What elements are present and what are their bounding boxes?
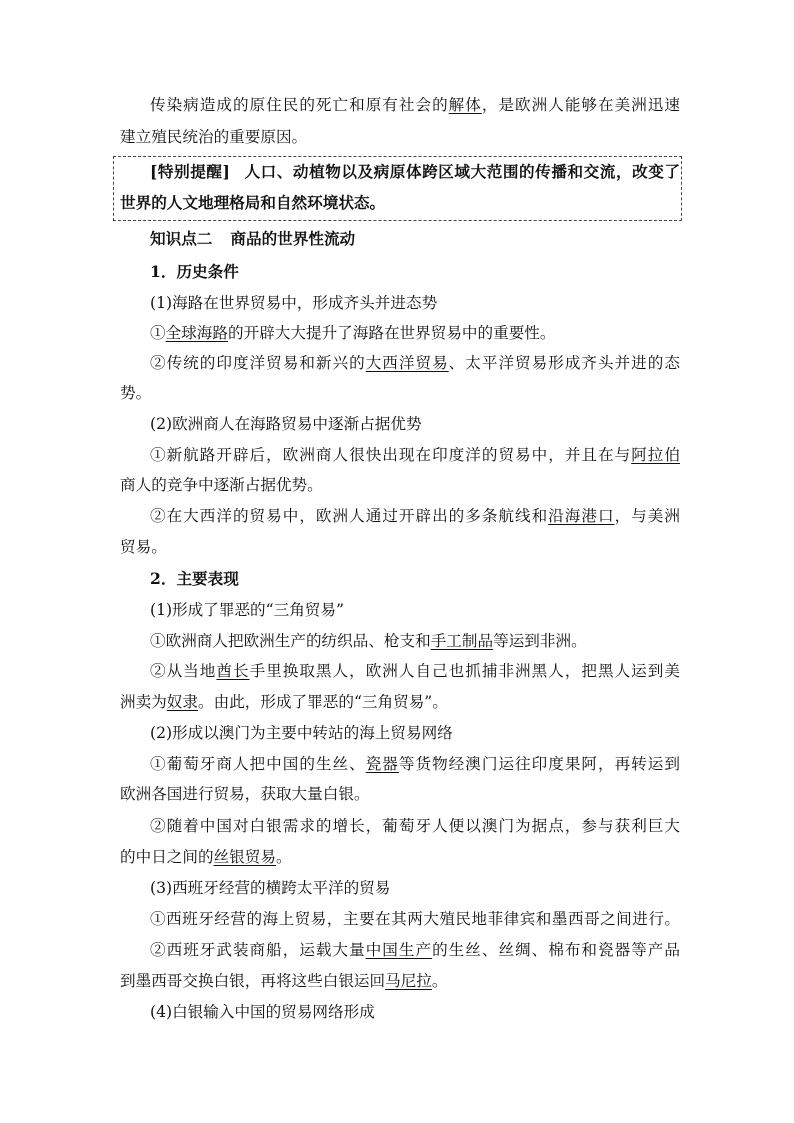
- text: (2)欧洲商人在海路贸易中逐渐占据优势: [150, 415, 422, 433]
- underlined-term: 马尼拉: [385, 972, 432, 990]
- part2-s3-item1: [150, 908, 680, 932]
- text: 等运到非洲。: [493, 632, 587, 650]
- underlined-term: 瓷器: [365, 755, 399, 773]
- underlined-term: 沿海港口: [548, 507, 615, 525]
- text: (1)海路在世界贸易中，形成齐头并进态势: [150, 294, 438, 312]
- text: ①新航路开辟后，欧洲商人很快出现在印度洋的贸易中，并且在与: [150, 446, 632, 464]
- section-number: 知识点二: [150, 229, 213, 248]
- part2-s2-item1: [150, 753, 680, 777]
- note-label: [特别提醒]: [150, 162, 230, 181]
- note-line-1: [150, 161, 680, 185]
- part1-s2-item2-cont: [120, 536, 680, 560]
- text: 、太平洋贸易形成齐头并进的态: [448, 354, 680, 372]
- part2-s2: [150, 722, 680, 746]
- part2-s1-item2-cont: [120, 691, 680, 715]
- section-title: 商品的世界性流动: [230, 229, 356, 248]
- text: ②随着中国对白银需求的增长，葡萄牙人便以澳门为据点，参与获利巨大: [150, 817, 680, 835]
- text: 人口、动植物以及病原体跨区域大范围的传播和交流，改变了: [243, 162, 680, 181]
- part2-title: [150, 568, 680, 592]
- underlined-term: 解体: [448, 96, 482, 114]
- part1-s1-item2-cont: [120, 382, 680, 406]
- text: 洲卖为: [120, 693, 167, 711]
- part2-s1-item2: [150, 660, 680, 684]
- part1-s1-item2: [150, 352, 680, 376]
- text: 到墨西哥交换白银，再将这些白银运回: [120, 972, 386, 990]
- part1-s1: [150, 292, 680, 316]
- text: 。由此，形成了罪恶的“三角贸易”。: [198, 693, 448, 711]
- text: 。: [275, 848, 292, 866]
- text: 贸易。: [120, 538, 167, 556]
- text: 等货物经澳门运往印度果阿，再转运到: [398, 755, 680, 773]
- text: ①: [150, 324, 166, 342]
- underlined-term: 阿拉伯: [631, 446, 680, 464]
- underlined-term: 中国生产: [365, 941, 433, 959]
- text: 传染病造成的原住民的死亡和原有社会的: [150, 96, 449, 114]
- text: ，是欧洲人能够在美洲迅速: [481, 96, 680, 114]
- part2-s2-item2: [150, 815, 680, 839]
- text: ①欧洲商人把欧洲生产的纺织品、枪支和: [150, 632, 431, 650]
- part2-s3: [150, 877, 680, 901]
- part2-s4: [150, 1001, 680, 1025]
- underlined-term: 全球海路: [165, 324, 228, 342]
- part2-s1-item1: [150, 630, 680, 654]
- intro-line-2: [120, 126, 680, 150]
- underlined-term: 大西洋贸易: [365, 354, 449, 372]
- part2-s3-item2: [150, 939, 680, 963]
- text: 世界的人文地理格局和自然环境状态。: [120, 193, 386, 212]
- section-heading: [150, 228, 680, 252]
- text: ②从当地: [150, 662, 217, 680]
- underlined-term: 酋长: [216, 662, 250, 680]
- underlined-term: 奴隶: [166, 693, 198, 711]
- part2-s2-item2-cont: [120, 846, 680, 870]
- part1-title: [150, 261, 680, 285]
- underlined-term: 丝银贸易: [213, 848, 276, 866]
- underlined-term: 手工制品: [430, 632, 494, 650]
- text: 建立殖民统治的重要原因。: [120, 128, 308, 146]
- intro-line-1: [150, 94, 680, 118]
- part1-s2-item2: [150, 505, 680, 529]
- text: ①西班牙经营的海上贸易，主要在其两大殖民地菲律宾和墨西哥之间进行。: [150, 910, 680, 928]
- part2-s3-item2-cont: [120, 970, 680, 994]
- text: (1)形成了罪恶的“三角贸易”: [150, 601, 344, 619]
- text: 手里换取黑人，欧洲人自己也抓捕非洲黑人，把黑人运到美: [249, 662, 680, 680]
- text: ，与美洲: [614, 507, 680, 525]
- part2-s1: [150, 599, 680, 623]
- text: ②在大西洋的贸易中，欧洲人通过开辟出的多条航线和: [150, 507, 549, 525]
- text: (3)西班牙经营的横跨太平洋的贸易: [150, 879, 391, 897]
- part1-s2-item1: [150, 444, 680, 468]
- text: ②传统的印度洋贸易和新兴的: [150, 354, 366, 372]
- text: 欧洲各国进行贸易，获取大量白银。: [120, 785, 370, 803]
- text: 的中日之间的: [120, 848, 214, 866]
- text: 的开辟大大提升了海路在世界贸易中的重要性。: [228, 324, 556, 342]
- part2-s2-item1-cont: [120, 783, 680, 807]
- text: ②西班牙武装商船，运载大量: [150, 941, 366, 959]
- part1-s1-item1: [150, 322, 680, 346]
- text: 1．历史条件: [150, 262, 239, 281]
- text: (4)白银输入中国的贸易网络形成: [150, 1003, 375, 1021]
- text: 商人的竞争中逐渐占据优势。: [120, 476, 323, 494]
- part1-s2: [150, 413, 680, 437]
- text: 的生丝、丝绸、棉布和瓷器等产品: [432, 941, 680, 959]
- text: 。: [431, 972, 448, 990]
- text: 2．主要表现: [150, 569, 239, 588]
- note-line-2: [120, 192, 680, 216]
- text: 势。: [120, 384, 152, 402]
- part1-s2-item1-cont: [120, 474, 680, 498]
- text: (2)形成以澳门为主要中转站的海上贸易网络: [150, 724, 453, 742]
- text: ①葡萄牙商人把中国的生丝、: [150, 755, 366, 773]
